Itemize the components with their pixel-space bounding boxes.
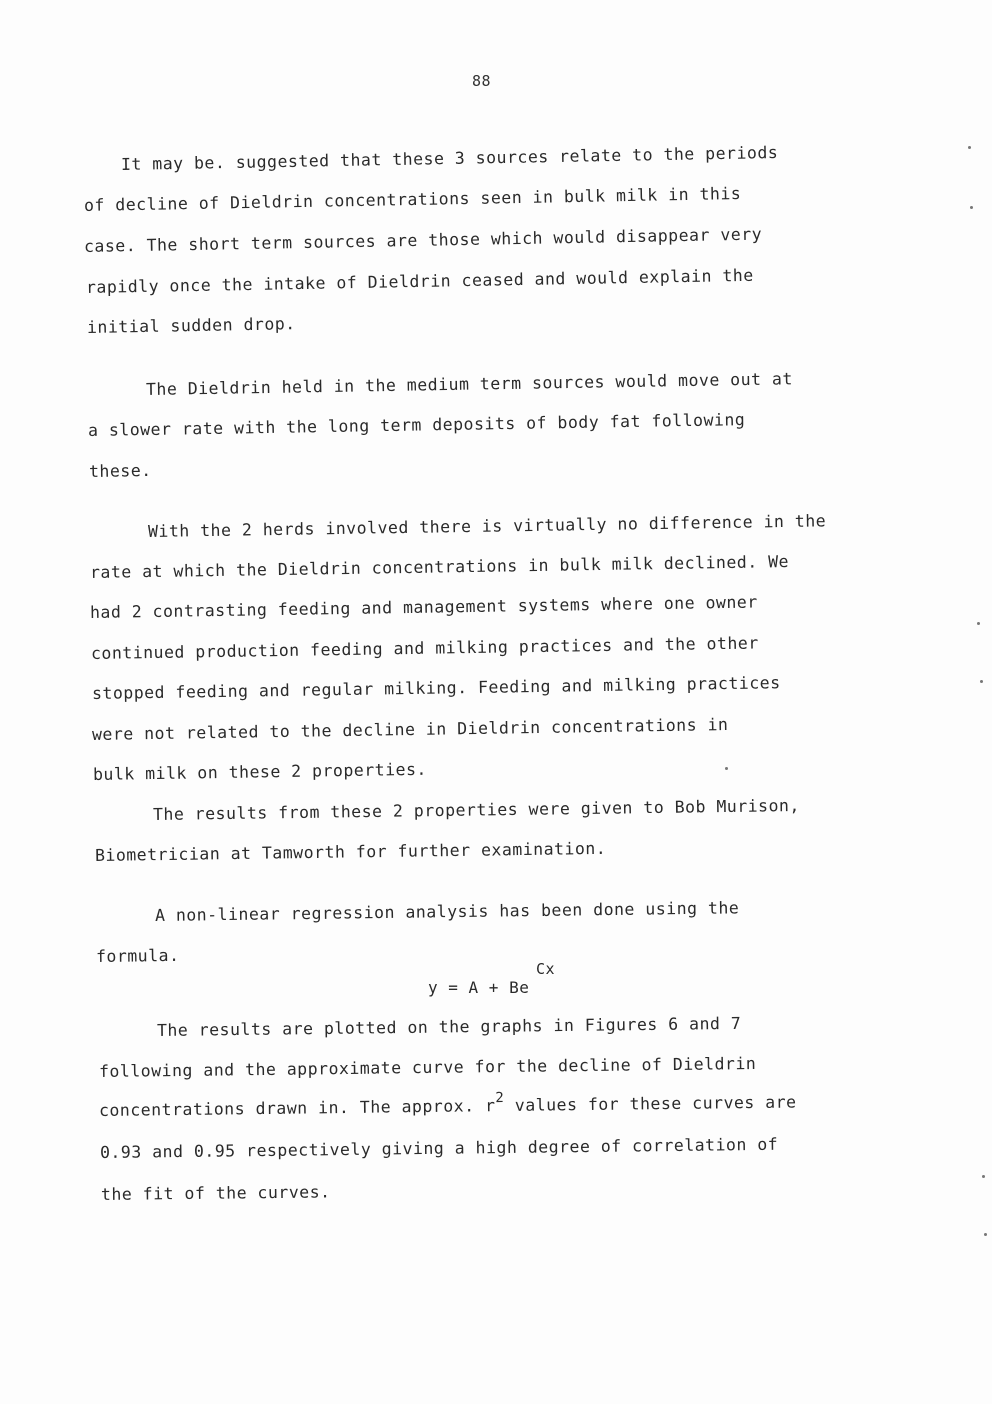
- scan-speck: [984, 1233, 987, 1236]
- superscript-two: 2: [495, 1090, 505, 1107]
- scan-speck: [725, 767, 728, 770]
- paragraph-3-line-6: were not related to the decline in Dieldrin concentrations in: [91, 715, 729, 744]
- paragraph-2-line-2: a slower rate with the long term deposits of body fat following: [87, 410, 746, 440]
- paragraph-2-line-1: The Dieldrin held in the medium term sources would move out at: [145, 369, 793, 399]
- paragraph-6-line-2: following and the approximate curve for the decline of Dieldrin: [98, 1053, 757, 1081]
- paragraph-1-line-5: initial sudden drop.: [86, 314, 296, 337]
- scan-speck: [982, 1175, 985, 1178]
- paragraph-1-line-1: It may be. suggested that these 3 sources relate to the periods: [120, 142, 779, 174]
- paragraph-5-line-1: A non-linear regression analysis has been done using the: [154, 898, 740, 925]
- paragraph-4-line-2: Biometrician at Tamworth for further examination.: [94, 838, 607, 865]
- paragraph-1-line-4: rapidly once the intake of Dieldrin ceased and would explain the: [85, 265, 754, 297]
- paragraph-6-line-4: 0.93 and 0.95 respectively giving a high degree of correlation of: [99, 1134, 779, 1162]
- scan-speck: [977, 622, 980, 625]
- formula-main: y = A + Be: [428, 978, 530, 997]
- paragraph-3-line-2: rate at which the Dieldrin concentrations in bulk milk declined. We: [89, 552, 790, 582]
- scan-speck: [970, 206, 973, 209]
- formula-exponent: Cx: [536, 960, 556, 978]
- paragraph-6-line-5: the fit of the curves.: [100, 1182, 331, 1204]
- line-text-before-superscript: concentrations drawn in. The approx. r: [98, 1096, 496, 1120]
- page-number: 88: [472, 72, 492, 90]
- paragraph-3-line-7: bulk milk on these 2 properties.: [92, 759, 427, 784]
- paragraph-3-line-1: With the 2 herds involved there is virtually no difference in the: [147, 511, 827, 541]
- paragraph-1-line-3: case. The short term sources are those which would disappear very: [83, 224, 763, 256]
- scan-speck: [968, 146, 971, 149]
- paragraph-4-line-1: The results from these 2 properties were given to Bob Murison,: [152, 795, 800, 824]
- paragraph-3-line-5: stopped feeding and regular milking. Feeding and milking practices: [91, 673, 781, 703]
- paragraph-3-line-3: had 2 contrasting feeding and management systems where one owner: [89, 592, 758, 622]
- paragraph-2-line-3: these.: [88, 460, 152, 481]
- line-text-after-superscript: values for these curves are: [504, 1092, 797, 1116]
- paragraph-1-line-2: of decline of Dieldrin concentrations seen in bulk milk in this: [83, 183, 742, 215]
- paragraph-6-line-1: The results are plotted on the graphs in Figures 6 and 7: [156, 1013, 742, 1040]
- scan-speck: [980, 680, 983, 683]
- paragraph-6-line-3: [99, 1092, 797, 1120]
- paragraph-3-line-4: continued production feeding and milking practices and the other: [90, 633, 759, 663]
- paragraph-5-line-2: formula.: [95, 945, 180, 966]
